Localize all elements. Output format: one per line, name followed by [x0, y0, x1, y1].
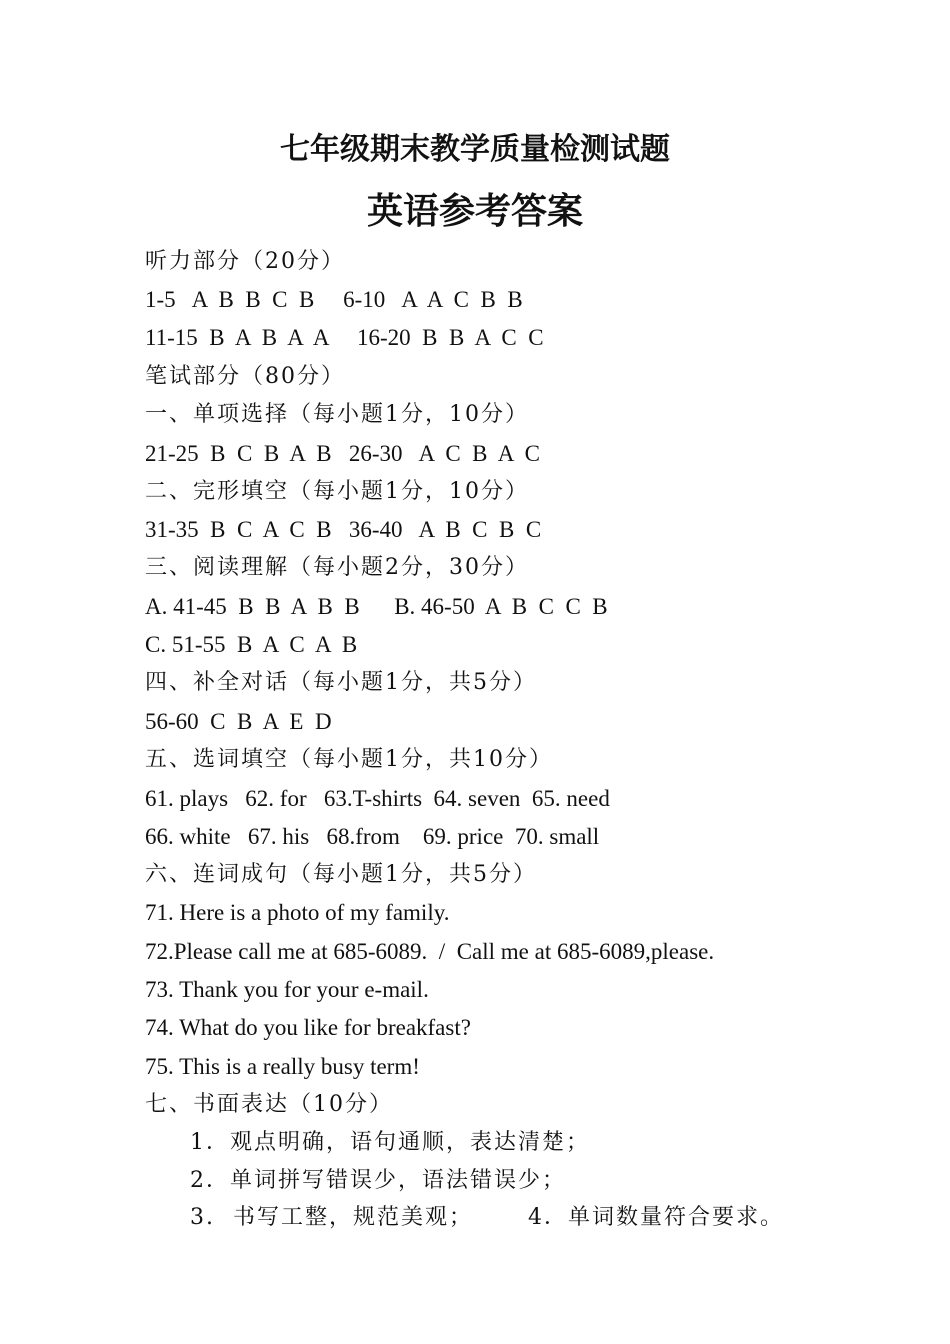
section-heading: 五、选词填空（每小题1分，共10分） [145, 747, 553, 772]
answer-line: C. 51-55 B A C A B [145, 632, 358, 657]
criterion-item: 2．单词拼写错误少，语法错误少； [190, 1168, 566, 1193]
section-heading: 二、完形填空（每小题1分，10分） [145, 479, 529, 504]
section-heading: 七、书面表达（10分） [145, 1092, 393, 1117]
answer-line: 21-25 B C B A B 26-30 A C B A C [145, 441, 540, 466]
section-heading: 六、连词成句（每小题1分，共5分） [145, 862, 537, 887]
section-heading: 四、补全对话（每小题1分，共5分） [145, 670, 537, 695]
document-subtitle: 英语参考答案 [366, 191, 583, 232]
answer-line: 56-60 C B A E D [145, 709, 332, 734]
answer-line: 72.Please call me at 685-6089. / Call me at 685-6089,please. [145, 939, 715, 964]
answer-line: 61. plays 62. for 63.T-shirts 64. seven 65. need [145, 786, 610, 811]
answer-line: 11-15 B A B A A 16-20 B B A C C [145, 325, 544, 350]
section-listening: 听力部分（20分） [145, 249, 345, 274]
criterion-item: 1．观点明确，语句通顺，表达清楚； [190, 1130, 590, 1155]
criterion-item: 4．单词数量符合要求。 [528, 1205, 784, 1230]
section-heading: 三、阅读理解（每小题2分，30分） [145, 555, 529, 580]
answer-line: 31-35 B C A C B 36-40 A B C B C [145, 517, 542, 542]
answer-line: 1-5 A B B C B 6-10 A A C B B [145, 287, 523, 312]
answer-line: A. 41-45 B B A B B B. 46-50 A B C C B [145, 594, 608, 619]
section-written: 笔试部分（80分） [145, 364, 345, 389]
document-title: 七年级期末教学质量检测试题 [280, 132, 670, 167]
answer-line: 66. white 67. his 68.from 69. price 70. small [145, 824, 600, 849]
answer-line: 73. Thank you for your e-mail. [145, 977, 429, 1002]
answer-line: 74. What do you like for breakfast? [145, 1015, 471, 1040]
criterion-item: 3. 书写工整，规范美观； [190, 1205, 473, 1230]
answer-line: 75. This is a really busy term! [145, 1054, 420, 1079]
answer-line: 71. Here is a photo of my family. [145, 900, 450, 925]
section-heading: 一、单项选择（每小题1分，10分） [145, 402, 529, 427]
